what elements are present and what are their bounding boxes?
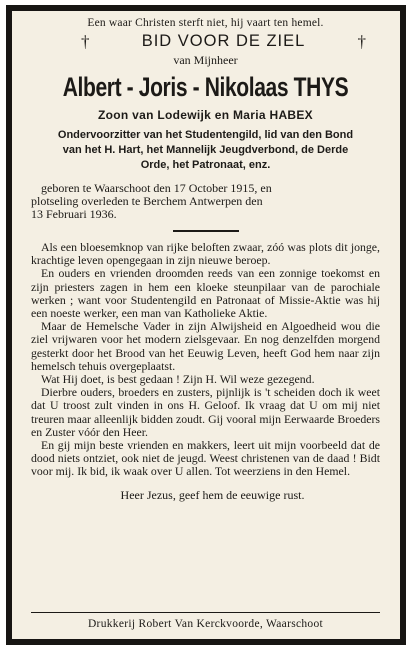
van-mijnheer: van Mijnheer: [173, 53, 238, 67]
parents-line: Zoon van Lodewijk en Maria HABEX: [98, 108, 313, 122]
functions-line: Ondervoorzitter van het Studentengild, lid van den Bond: [57, 129, 354, 141]
heading: BID VOOR DE ZIEL: [141, 32, 306, 50]
paragraph: Maar de Hemelsche Vader in zijn Alwijsheid en Algoedheid wou die ziel vrijwaren voor het modern zielsgevaar. En nog denzelfden morgend gesterkt door het Brood van het Eeuwig Leven, heeft God hem naar zijn hemelsch tehuis overgeplaatst.: [31, 319, 380, 373]
divider: [173, 230, 239, 232]
memorial-text: [31, 241, 380, 479]
card-content: [31, 17, 380, 633]
paragraph: Dierbre ouders, broeders en zusters, pijnlijk is 't scheiden doch ik weet dat U troost zult vinden in ons H. Geloof. Ik vraag dat U om mij niet treuren maar alleenlijk bidden zoudt. Gij vooral mijn Eerwaarde Broeders en Zuster vóór den Heer.: [31, 385, 380, 439]
born-line: plotseling overleden te Berchem Antwerpen den: [31, 194, 263, 208]
deceased-name: Albert - Joris - Nikolaas THYS: [62, 72, 349, 102]
closing-prayer: Heer Jezus, geef hem de eeuwige rust.: [120, 487, 305, 502]
functions-line: van het H. Hart, het Mannelijk Jeugdverbond, de Derde: [62, 144, 349, 156]
functions-block: [31, 128, 380, 173]
born-line: geboren te Waarschoot den 17 October 1915, en: [41, 181, 272, 195]
paragraph: Wat Hij doet, is best gedaan ! Zijn H. Wil weze gezegend.: [41, 372, 315, 387]
paragraph: En gij mijn beste vrienden en makkers, leert uit mijn voorbeeld dat de dood niets ontziet, ook niet de jeugd. Weest christenen van de daad ! Bidt voor mij. Ik bid, ik waak over U allen. Tot weerziens in den Hemel.: [31, 438, 380, 479]
born-line: 13 Februari 1936.: [31, 207, 117, 221]
heading-row: [31, 32, 380, 51]
printer-credit: Drukkerij Robert Van Kerckvoorde, Waarschoot: [87, 618, 324, 630]
memorial-card: [6, 5, 406, 645]
cross-icon-left: †: [81, 32, 90, 51]
functions-line: Orde, het Patronaat, enz.: [140, 159, 271, 171]
cross-icon-right: †: [357, 32, 366, 51]
paragraph: En ouders en vrienden droomden reeds van een zonnige toekomst en zijn priesters zagen in hem een kloeke steunpilaar van de parochiale werken ; want voor Studentengild en Patronaat of Missie-Aktie was hij een noeste werker, een man van Katholieke Aktie.: [31, 266, 380, 321]
birth-death-block: [31, 182, 380, 221]
paragraph: Als een bloesemknop van rijke beloften zwaar, zóó was plots dit jonge, krachtige leven opengegaan in zijn nieuwe beroep.: [31, 240, 380, 268]
footer-divider: [31, 612, 380, 613]
top-motto: Een waar Christen sterft niet, hij vaart ten hemel.: [87, 17, 324, 29]
